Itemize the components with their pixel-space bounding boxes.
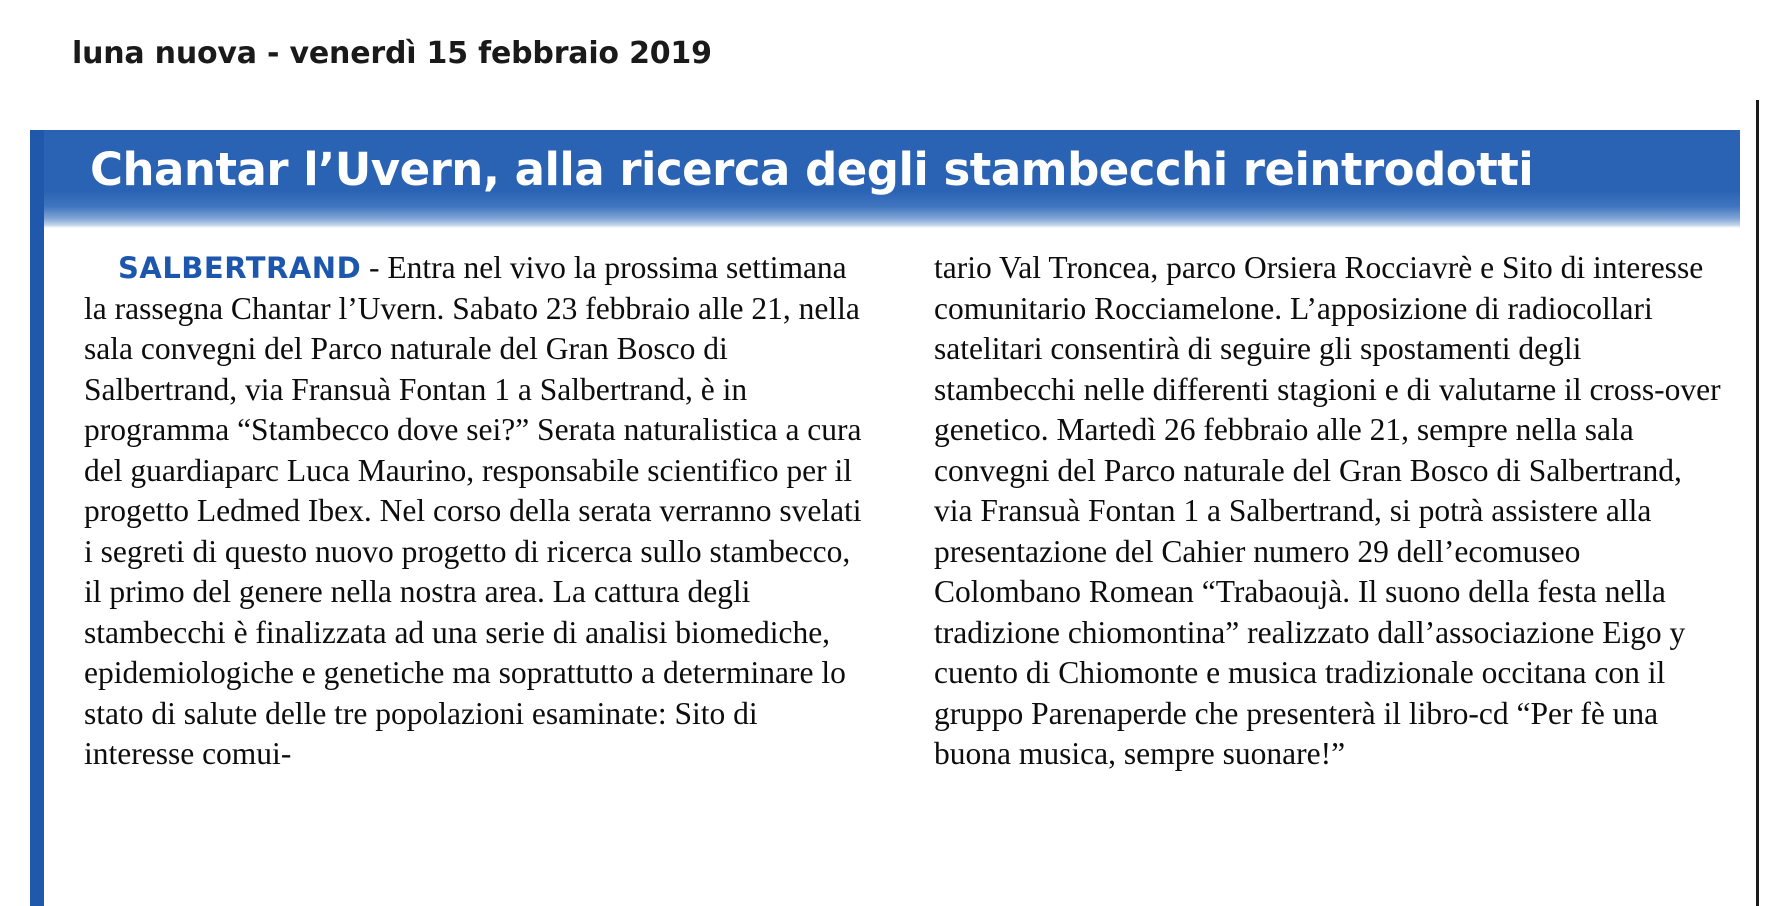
article-left-accent-bar <box>30 130 44 906</box>
article-body-left <box>84 248 874 775</box>
article-body-left-text: Entra nel vivo la prossima settimana la rassegna Chantar l’Uvern. Sabato 23 febbraio alle 21, nella sala convegni del Parco naturale del Gran Bosco di Salbertrand, via Fransuà Fontan 1 a Salbertrand, è in programma “Stambecco dove sei?” Serata naturalistica a cura del guardiaparc Luca Maurino, responsabile scientifico per il progetto Ledmed Ibex. Nel corso della serata verranno svelati i segreti di questo nuovo progetto di ricerca sullo stambecco, il primo del genere nella nostra area. La cattura degli stambecchi è finalizzata ad una serie di analisi biomediche, epidemiologiche e genetiche ma soprattutto a determinare lo stato di salute delle tre popolazioni esaminate: Sito di interesse comui- <box>84 250 862 771</box>
masthead-date: luna nuova - venerdì 15 febbraio 2019 <box>72 36 712 71</box>
dateline-separator: - <box>361 250 388 285</box>
headline-banner <box>44 130 1740 228</box>
article-dateline: SALBERTRAND <box>118 251 362 285</box>
article-column-left <box>84 248 874 775</box>
article-headline: Chantar l’Uvern, alla ricerca degli stambecchi reintrodotti <box>90 143 1534 196</box>
article <box>30 130 1740 906</box>
article-column-right <box>934 248 1724 775</box>
page-edge-rule <box>1756 100 1759 906</box>
article-columns <box>44 248 1740 906</box>
article-body-right: tario Val Troncea, parco Orsiera Rocciavrè e Sito di interesse comunitario Rocciamelone. L’apposizione di radiocollari satelitari consentirà di seguire gli spostamenti degli stambecchi nelle differenti stagioni e di valutarne il cross-over genetico. Martedì 26 febbraio alle 21, sempre nella sala convegni del Parco naturale del Gran Bosco di Salbertrand, via Fransuà Fontan 1 a Salbertrand, si potrà assistere alla presentazione del Cahier numero 29 dell’ecomuseo Colombano Romean “Trabaoujà. Il suono della festa nella tradizione chiomontina” realizzato dall’associazione Eigo y cuento di Chiomonte e musica tradizionale occitana con il gruppo Parenaperde che presenterà il libro-cd “Per fè una buona musica, sempre suonare!” <box>934 250 1721 771</box>
